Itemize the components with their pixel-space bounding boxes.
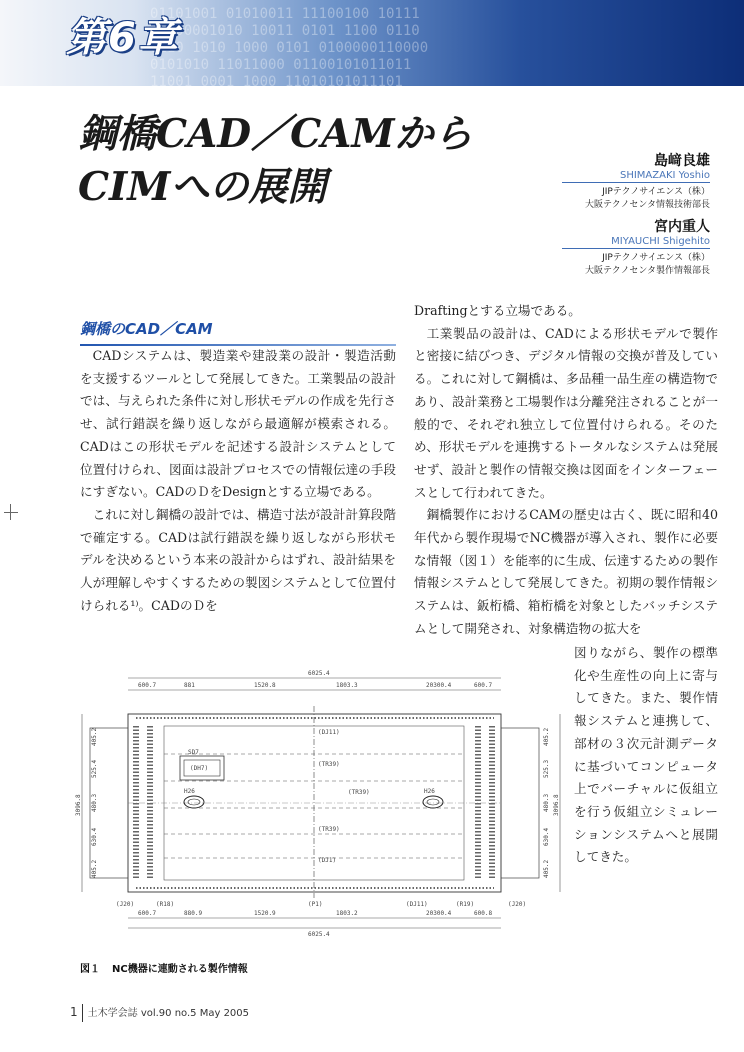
journal-citation: 土木学会誌 vol.90 no.5 May 2005: [87, 1008, 250, 1019]
author-name: 宮内重人: [654, 219, 710, 235]
manhole: [423, 796, 443, 808]
author-divider: [562, 248, 710, 249]
top-dim: 881: [184, 682, 195, 689]
node-label: (DJ11): [406, 901, 428, 908]
right-dim: 525.3: [543, 759, 550, 778]
left-column: [80, 345, 396, 617]
top-dim: 600.7: [474, 682, 493, 689]
left-dim: 630.4: [91, 827, 98, 846]
top-dim: 1520.8: [254, 682, 276, 689]
bottom-dim: 880.9: [184, 910, 203, 917]
right-dim: 630.4: [543, 827, 550, 846]
crop-mark: [4, 512, 18, 513]
left-dim: 405.2: [91, 859, 98, 878]
paragraph: CADシステムは、製造業や建設業の設計・製造活動を支援するツールとして発展してきた。工業製品の設計では、与えられた条件に対し形状モデルの作成を先行させ、試行錯誤を繰り返しながら最適解が模索される。CADはこの形状モデルを記述する設計システムとして位置付けられ、図面は設計プロセスでの情報伝達の手段にすぎない。CADのＤをDesignとする立場である。: [80, 348, 396, 500]
chapter-banner: [0, 0, 744, 90]
bottom-dim: 1520.9: [254, 910, 276, 917]
left-total-dim: 3096.8: [75, 794, 82, 816]
right-column-narrow: [574, 642, 718, 869]
right-flange: [501, 728, 539, 878]
title-line-2: CIMへの展開: [78, 164, 327, 210]
author-position: 大阪テクノセンタ製作情報部長: [584, 266, 710, 276]
author-affiliation: JIPテクノサイエンス（株）: [602, 187, 710, 197]
top-total-dim: 6025.4: [308, 670, 330, 677]
inner-label: (TR39): [318, 761, 340, 768]
inner-label: (DH7): [190, 765, 209, 772]
left-dim: 525.4: [91, 759, 98, 778]
title-line-1: 鋼橋CAD／CAMから: [78, 111, 473, 157]
node-label: (R19): [456, 901, 475, 908]
section-heading: [80, 318, 396, 346]
left-dim: 405.2: [91, 727, 98, 746]
bottom-dim: 600.8: [474, 910, 493, 917]
author-block-2: [562, 216, 710, 278]
figure-caption-text: NC機器に連動される製作情報: [112, 964, 248, 975]
crop-mark: [10, 504, 11, 520]
section-heading-text: 鋼橋のCAD／CAM: [80, 320, 213, 338]
node-label: (R18): [156, 901, 175, 908]
top-dim: 1803.3: [336, 682, 358, 689]
paragraph: 工業製品の設計は、CADによる形状モデルで製作と密接に結びつき、デジタル情報の交換が普及している。これに対して鋼橋は、多品種一品生産の構造物であり、設計業務と工場製作は分離発注されることが一般的で、それぞれ独立して位置付けられる。そのため、形状モデルを連携するトータルなシステムは発展せず、設計と製作の情報交換は図面をインターフェースとして行われてきた。: [414, 325, 718, 500]
paragraph: これに対し鋼橋の設計では、構造寸法が設計計算段階で確定する。CADは試行錯誤を繰り返しながら形状モデルを決めるという本来の設計からはずれ、設計結果を人が理解しやすくするための製図システムとして位置付けられる¹⁾。CADのＤを: [80, 506, 396, 613]
top-dim: 20300.4: [426, 682, 452, 689]
bottom-total-dim: 6025.4: [308, 931, 330, 938]
right-total-dim: 3096.8: [553, 794, 560, 816]
right-column: [414, 300, 718, 641]
left-dim: 480.3: [91, 793, 98, 812]
inner-label: H26: [184, 788, 195, 795]
author-block-1: [562, 150, 710, 212]
node-label: (J20): [116, 901, 135, 908]
manhole-inner: [427, 799, 439, 805]
author-roman-name: SHIMAZAKI Yoshio: [619, 170, 710, 181]
node-label: (P1): [308, 901, 323, 908]
paragraph: 図りながら、製作の標準化や生産性の向上に寄与してきた。また、製作情報システムと連携して、部材の３次元計測データに基づいてコンピュータ上でバーチャルに仮組立を行う仮組立シミュレーションシステムへと展開してきた。: [574, 645, 718, 865]
footer-divider: [82, 1004, 83, 1022]
article-title: [78, 108, 473, 214]
inner-label: (DJ11): [318, 729, 340, 736]
chapter-label: 第6章: [66, 15, 180, 61]
author-roman-name: MIYAUCHI Shigehito: [611, 236, 710, 247]
inner-label: (DJ1): [318, 857, 337, 864]
page-footer: [70, 1004, 249, 1022]
inner-label: SD7: [188, 749, 199, 756]
author-affiliation: JIPテクノサイエンス（株）: [602, 253, 710, 263]
inner-label: (TR39): [348, 789, 370, 796]
author-position: 大阪テクノセンタ情報技術部長: [584, 200, 710, 210]
bottom-dim: 20300.4: [426, 910, 452, 917]
inner-label: H26: [424, 788, 435, 795]
bottom-dim: 1803.2: [336, 910, 358, 917]
paragraph: Draftingとする立場である。: [414, 303, 581, 318]
bottom-dim: 600.7: [138, 910, 157, 917]
page-number: 1: [70, 1005, 78, 1019]
author-divider: [562, 182, 710, 183]
node-label: (J20): [508, 901, 527, 908]
right-dim: 405.2: [543, 727, 550, 746]
author-name: 島﨑良雄: [654, 153, 710, 169]
binary-background: 01101001 01010011 11100100 10111 10100001010 10011 0101 1100 0110 0110 1010 1000 0101 0100000110000 0101010 11011000 01100101011011 11001 0001 1000 11010101011101: [150, 6, 429, 90]
manhole: [184, 796, 204, 808]
figure-number: 図１: [80, 964, 100, 975]
nc-drawing-figure: [76, 666, 566, 948]
top-dim: 600.7: [138, 682, 157, 689]
figure-caption: [80, 960, 260, 975]
manhole-inner: [188, 799, 200, 805]
paragraph: 鋼橋製作におけるCAMの歴史は古く、既に昭和40年代から製作現場でNC機器が導入され、製作に必要な情報（図１）を能率的に生成、伝達するための製作情報システムとして発展してきた。初期の製作情報システムは、鈑桁橋、箱桁橋を対象としたバッチシステムとして開発され、対象構造物の拡大を: [414, 507, 718, 636]
right-dim: 405.2: [543, 859, 550, 878]
right-dim: 480.3: [543, 793, 550, 812]
inner-label: (TR39): [318, 826, 340, 833]
